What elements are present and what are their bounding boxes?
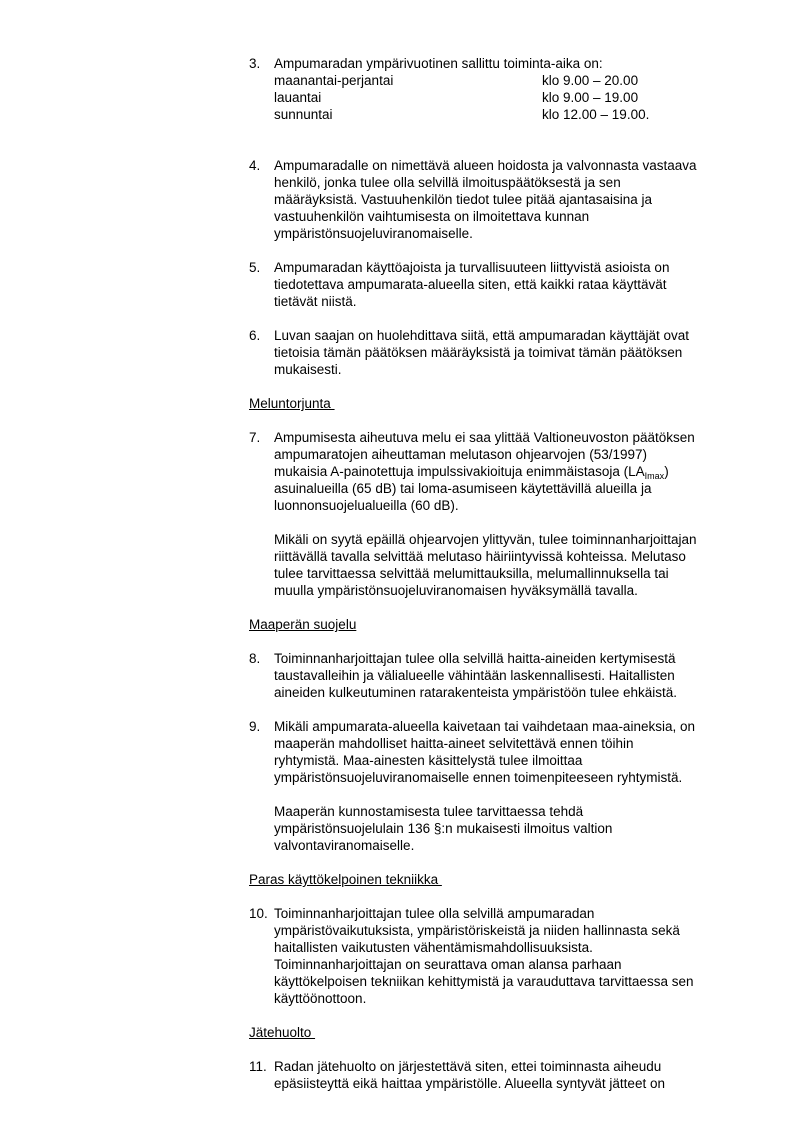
schedule-day: lauantai <box>274 90 322 105</box>
schedule-row <box>274 106 739 123</box>
item-number: 9. <box>249 719 261 734</box>
schedule-row <box>274 89 739 106</box>
imax-subscript: Imax <box>644 471 665 481</box>
item-10-text: Toiminnanharjoittajan tulee olla selvillä ampumaradan ympäristövaikutuksista, ympäristöriskeistä ja niiden hallinnasta sekä haitallisten vaikutusten vähentämismahdollisuuksista. Toiminnanharjoittajan on seurattava oman alansa parhaan käyttökelpoisen tekniikan kehittymistä ja varauduttava tarvittaessa sen käyttöönottoon. <box>274 906 694 1006</box>
item-9-text: Mikäli ampumarata-alueella kaivetaan tai vaihdetaan maa-aineksia, on maaperän mahdolliset haitta-aineet selvitettävä ennen töihin ryhtymistä. Maa-ainesten käsittelystä tulee ilmoittaa ympäristönsuojeluviranomaiselle ennen toimenpiteeseen ryhtymistä. <box>274 719 695 785</box>
item-number: 8. <box>249 651 261 666</box>
item-number: 7. <box>249 430 261 445</box>
item-11 <box>249 1058 739 1092</box>
item-number: 4. <box>249 158 261 173</box>
section-heading-maaperan-suojelu: Maaperän suojelu <box>249 617 357 632</box>
schedule-time: klo 9.00 – 20.00 <box>542 73 639 88</box>
item-6-text: Luvan saajan on huolehdittava siitä, että ampumaradan käyttäjät ovat tietoisia tämän päätöksen määräyksistä ja toimivat tämän päätöksen mukaisesti. <box>274 328 690 377</box>
item-11-text: Radan jätehuolto on järjestettävä siten, ettei toiminnasta aiheudu epäsiisteyttä eikä haittaa ympäristölle. Alueella syntyvät jätteet on <box>274 1059 665 1091</box>
item-7 <box>249 429 739 599</box>
item-5-text: Ampumaradan käyttöajoista ja turvallisuuteen liittyvistä asioista on tiedotettava ampumarata-alueella siten, että kaikki rataa käyttävät tietävät niistä. <box>274 260 670 309</box>
item-10 <box>249 905 739 1007</box>
section-heading-paras-kayttokelpoinen-tekniikka: Paras käyttökelpoinen tekniikka <box>249 872 442 887</box>
item-7-para2: Mikäli on syytä epäillä ohjearvojen ylittyvän, tulee toiminnanharjoittajan riittävällä tavalla selvittää melutaso häiriintyvissä kohteissa. Melutaso tulee tarvittaessa selvittää melumittauksilla, melumallinnuksella tai muulla ympäristönsuojeluviranomaisen hyväksymällä tavalla. <box>274 532 697 598</box>
item-3 <box>249 55 739 123</box>
item-8 <box>249 650 739 701</box>
item-4 <box>249 157 739 242</box>
item-5 <box>249 259 739 310</box>
item-number: 5. <box>249 260 261 275</box>
section-heading-jatehuolto: Jätehuolto <box>249 1025 316 1040</box>
item-9 <box>249 718 739 854</box>
item-6 <box>249 327 739 378</box>
schedule-row <box>274 72 739 89</box>
item-number: 6. <box>249 328 261 343</box>
item-number: 11. <box>249 1059 267 1074</box>
item-7-text <box>274 429 739 514</box>
schedule-table <box>274 72 739 123</box>
schedule-day: maanantai-perjantai <box>274 73 394 88</box>
item-7-text-b: ) asuinalueilla (65 dB) tai loma-asumiseen käytettävillä alueilla ja luonnonsuojelualueilla (60 dB). <box>274 464 669 513</box>
schedule-time: klo 9.00 – 19.00 <box>542 90 639 105</box>
document-page <box>249 55 739 1092</box>
schedule-time: klo 12.00 – 19.00. <box>542 107 650 122</box>
item-8-text: Toiminnanharjoittajan tulee olla selvillä haitta-aineiden kertymisestä taustavalleihin ja välialueelle vähintään laskennallisesti. Haitallisten aineiden kulkeutuminen ratarakenteista ympäristöön tulee ehkäistä. <box>274 651 677 700</box>
item-4-text: Ampumaradalle on nimettävä alueen hoidosta ja valvonnasta vastaava henkilö, jonka tulee olla selvillä ilmoituspäätöksestä ja sen määräyksistä. Vastuuhenkilön tiedot tulee pitää ajantasaisina ja vastuuhenkilön vaihtumisesta on ilmoitettava kunnan ympäristönsuojeluviranomaiselle. <box>274 158 697 241</box>
item-number: 3. <box>249 56 261 71</box>
item-3-intro: Ampumaradan ympärivuotinen sallittu toiminta-aika on: <box>274 56 603 71</box>
schedule-day: sunnuntai <box>274 107 333 122</box>
item-number: 10. <box>249 906 268 921</box>
item-9-para2: Maaperän kunnostamisesta tulee tarvittaessa tehdä ympäristönsuojelulain 136 §:n mukaisesti ilmoitus valtion valvontaviranomaiselle. <box>274 804 613 853</box>
item-7-text-a: Ampumisesta aiheutuva melu ei saa ylittää Valtioneuvoston päätöksen ampumaratojen aiheuttaman melutason ohjearvojen (53/1997) mukaisia A-painotettuja impulssivakioituja enimmäistasoja (LA <box>274 430 695 479</box>
section-heading-meluntorjunta: Meluntorjunta <box>249 396 335 411</box>
